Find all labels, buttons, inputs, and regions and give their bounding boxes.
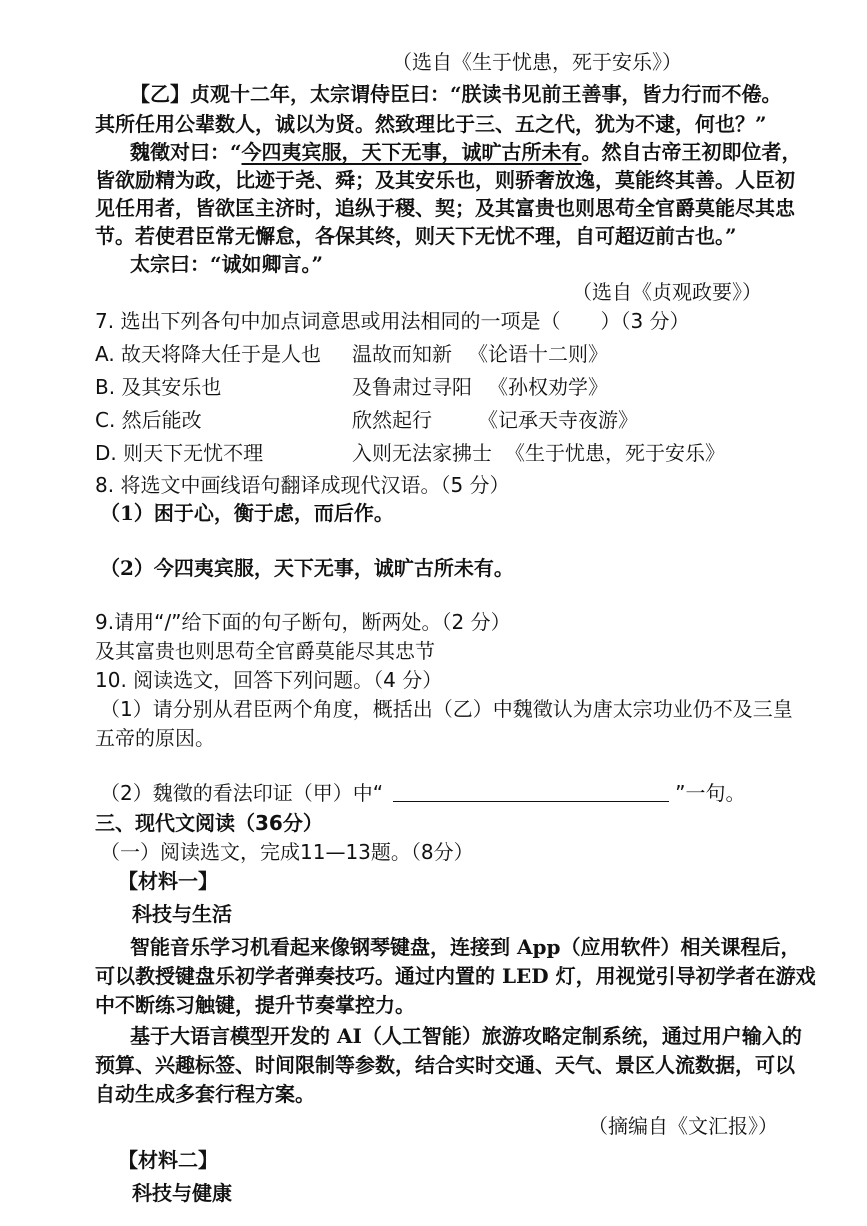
q7-option-c-left: C. 然后能改 <box>95 408 202 432</box>
yi-passage-line-7: 太宗曰：“诚如卿言。” <box>130 252 324 276</box>
material-1-p2-line3: 自动生成多套行程方案。 <box>95 1082 315 1106</box>
material-1-source: （摘编自《文汇报》） <box>588 1114 778 1138</box>
q9-sentence: 及其富贵也则思苟全官爵莫能尽其忠节 <box>95 639 435 663</box>
material-1-p1-line1: 智能音乐学习机看起来像钢琴键盘，连接到 App（应用软件）相关课程后， <box>130 935 801 959</box>
q7-option-c-right: 欣然起行 <box>352 408 432 432</box>
yi-passage-line-3 <box>130 142 802 162</box>
material-2-title: 科技与健康 <box>132 1181 232 1205</box>
q8-sentence-1: （1）困于心，衡于虑，而后作。 <box>100 501 394 525</box>
material-1-title: 科技与生活 <box>132 902 232 926</box>
yi-passage-line-1: 【乙】贞观十二年，太宗谓侍臣曰：“朕读书见前王善事，皆力行而不倦。 <box>130 82 782 106</box>
yi-passage-line-4: 皆欲励精为政，比迹于尧、舜；及其安乐也，则骄奢放逸，莫能终其善。人臣初 <box>95 168 795 192</box>
q10-sub1-line1: （1）请分别从君臣两个角度，概括出（乙）中魏徵认为唐太宗功业仍不及三皇 <box>100 697 793 721</box>
q10-stem: 10. 阅读选文，回答下列问题。（4 分） <box>95 668 443 692</box>
yi-passage-line-6: 节。若使君臣常无懈怠，各保其终，则天下无忧不理，自可超迈前古也。” <box>95 224 737 248</box>
q9-stem: 9.请用“/”给下面的句子断句，断两处。（2 分） <box>95 610 511 634</box>
section-3-title: 三、现代文阅读（36分） <box>95 811 323 835</box>
yi-line3-prefix: 魏徵对曰：“ <box>130 140 242 164</box>
q8-sentence-2: （2）今四夷宾服，天下无事，诚旷古所未有。 <box>100 556 514 580</box>
q7-option-d-left: D. 则天下无忧不理 <box>95 441 264 465</box>
section-3-part-1: （一）阅读选文，完成11—13题。（8分） <box>100 840 474 864</box>
q10-sub1-line2: 五帝的原因。 <box>95 726 215 750</box>
material-1-label: 【材料一】 <box>118 869 218 893</box>
source-jia: （选自《生于忧患，死于安乐》） <box>392 50 682 74</box>
q10-sub2-prefix: （2）魏徵的看法印证（甲）中“ <box>100 781 384 805</box>
q7-option-d-right: 入则无法家拂士 <box>352 441 492 465</box>
material-2-label: 【材料二】 <box>118 1148 218 1172</box>
q8-stem: 8. 将选文中画线语句翻译成现代汉语。（5 分） <box>95 473 510 497</box>
q10-sub2-suffix: ”一句。 <box>675 781 746 805</box>
yi-passage-line-2: 其所任用公辈数人，诚以为贤。然致理比于三、五之代，犹为不逮，何也？” <box>95 112 767 136</box>
q7-option-a-source: 《论语十二则》 <box>468 342 608 366</box>
yi-passage-line-5: 见任用者，皆欲匡主济时，追纵于稷、契；及其富贵也则思苟全官爵莫能尽其忠 <box>95 196 795 220</box>
q7-option-d-source: 《生于忧患，死于安乐》 <box>505 441 725 465</box>
q7-option-c-source: 《记承天寺夜游》 <box>478 408 638 432</box>
material-1-p2-line1: 基于大语言模型开发的 AI（人工智能）旅游攻略定制系统，通过用户输入的 <box>130 1024 802 1048</box>
q7-option-b-source: 《孙权劝学》 <box>488 375 608 399</box>
q7-stem: 7. 选出下列各句中加点词意思或用法相同的一项是（ ）（3 分） <box>95 309 690 333</box>
material-1-p1-line2: 可以教授键盘乐初学者弹奏技巧。通过内置的 LED 灯，用视觉引导初学者在游戏 <box>95 964 816 988</box>
source-yi: （选自《贞观政要》） <box>572 280 762 304</box>
material-1-p2-line2: 预算、兴趣标签、时间限制等参数，结合实时交通、天气、景区人流数据，可以 <box>95 1053 795 1077</box>
answer-blank[interactable] <box>393 783 669 802</box>
yi-line3-suffix: 。然自古帝王初即位者， <box>581 140 802 164</box>
q7-option-b-right: 及鲁肃过寻阳 <box>352 375 472 399</box>
q7-option-a-left: A. 故天将降大任于是人也 <box>95 342 322 366</box>
material-1-p1-line3: 中不断练习触键，提升节奏掌控力。 <box>95 993 415 1017</box>
q7-option-b-left: B. 及其安乐也 <box>95 375 222 399</box>
q7-option-a-right: 温故而知新 <box>352 342 452 366</box>
underlined-sentence: 今四夷宾服，天下无事，诚旷古所未有 <box>241 140 582 164</box>
q10-sub2 <box>100 783 745 803</box>
